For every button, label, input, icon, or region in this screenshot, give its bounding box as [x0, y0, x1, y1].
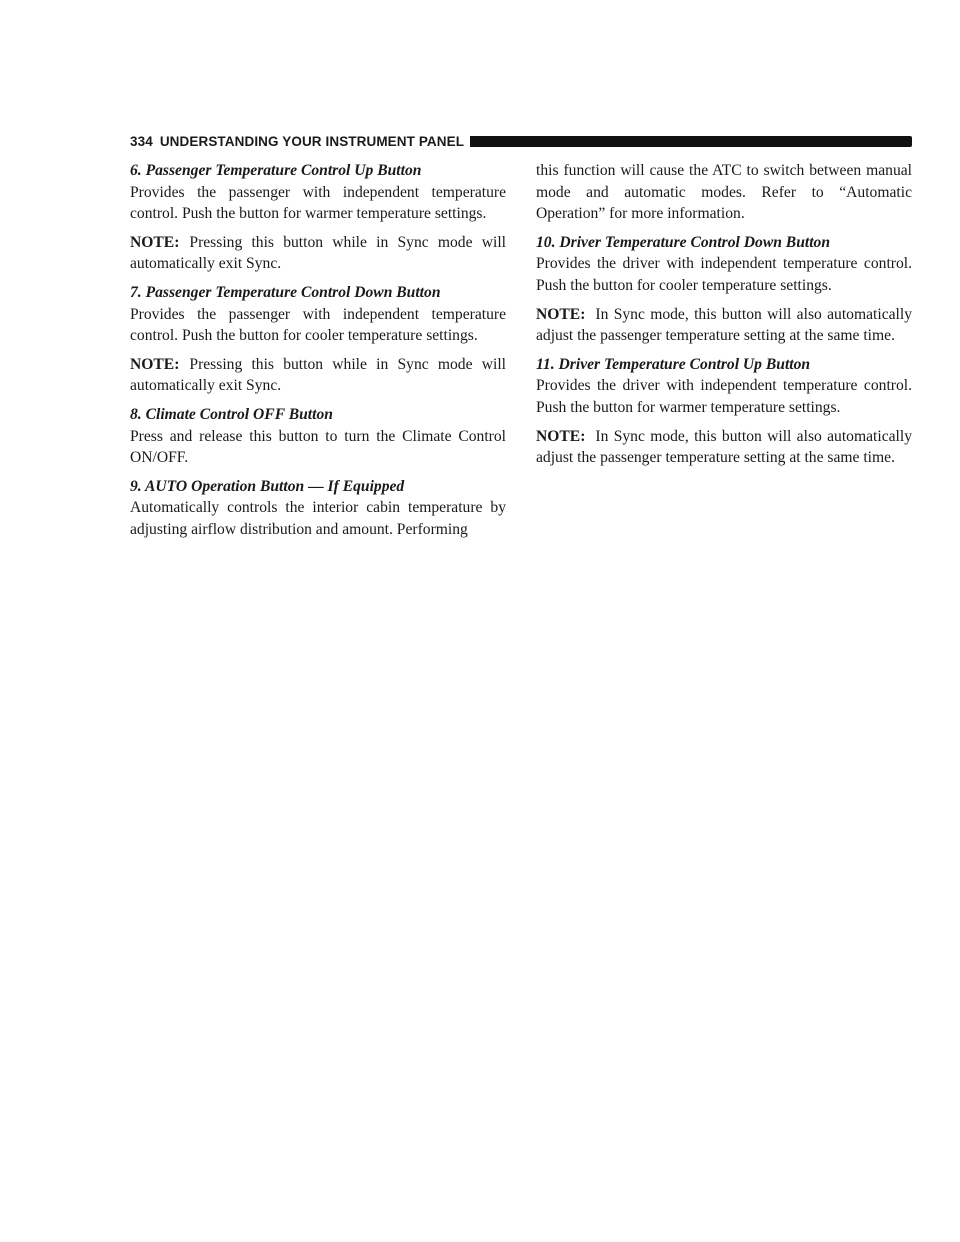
page-number: 334 — [130, 134, 153, 149]
item-9-body-continued: this function will cause the ATC to switch between manual mode and automatic modes. Refer to “Automatic Operation” for more information. — [536, 162, 912, 223]
item-6-body: Provides the passenger with independent temperature control. Push the button for warmer temperature settings. — [130, 183, 506, 223]
section-title: UNDERSTANDING YOUR INSTRUMENT PANEL — [159, 134, 465, 149]
note-label: NOTE: — [536, 305, 586, 323]
item-8-body: Press and release this button to turn the Climate Control ON/OFF. — [130, 427, 506, 467]
note-text: In Sync mode, this button will also automatically adjust the passenger temperature setting at the same time. — [536, 305, 912, 345]
item-11-heading: 11. Driver Temperature Control Up Button — [536, 355, 811, 373]
note-label: NOTE: — [536, 427, 586, 445]
left-column — [130, 160, 506, 548]
item-10-section — [536, 232, 912, 347]
note-text: Pressing this button while in Sync mode will automatically exit Sync. — [130, 355, 506, 395]
item-10-body: Provides the driver with independent temperature control. Push the button for cooler temperature settings. — [536, 255, 912, 294]
page-header — [130, 134, 912, 149]
note-text: Pressing this button while in Sync mode will automatically exit Sync. — [130, 233, 506, 273]
item-11-note — [536, 426, 912, 469]
note-label: NOTE: — [130, 355, 180, 373]
item-7-body: Provides the passenger with independent temperature control. Push the button for cooler temperature settings. — [130, 305, 506, 345]
item-7-section — [130, 282, 506, 397]
item-9-section — [130, 476, 506, 541]
item-7-heading: 7. Passenger Temperature Control Down Button — [130, 283, 441, 301]
item-6-note — [130, 232, 506, 275]
item-6-heading: 6. Passenger Temperature Control Up Button — [130, 162, 422, 179]
item-10-heading: 10. Driver Temperature Control Down Button — [536, 233, 831, 251]
item-11-body: Provides the driver with independent temperature control. Push the button for warmer temperature settings. — [536, 377, 912, 416]
item-7-note — [130, 354, 506, 397]
item-10-note — [536, 304, 912, 347]
item-8-heading: 8. Climate Control OFF Button — [130, 405, 333, 423]
item-11-section — [536, 354, 912, 469]
note-text: In Sync mode, this button will also automatically adjust the passenger temperature setting at the same time. — [536, 427, 912, 467]
item-9-heading: 9. AUTO Operation Button — If Equipped — [130, 477, 405, 495]
header-rule — [470, 136, 912, 147]
item-8-section — [130, 404, 506, 469]
note-label: NOTE: — [130, 233, 180, 251]
item-9-continued — [536, 160, 912, 225]
item-6-section — [130, 160, 506, 275]
item-9-body: Automatically controls the interior cabin temperature by adjusting airflow distribution and amount. Performing — [130, 499, 506, 538]
right-column — [536, 160, 912, 476]
